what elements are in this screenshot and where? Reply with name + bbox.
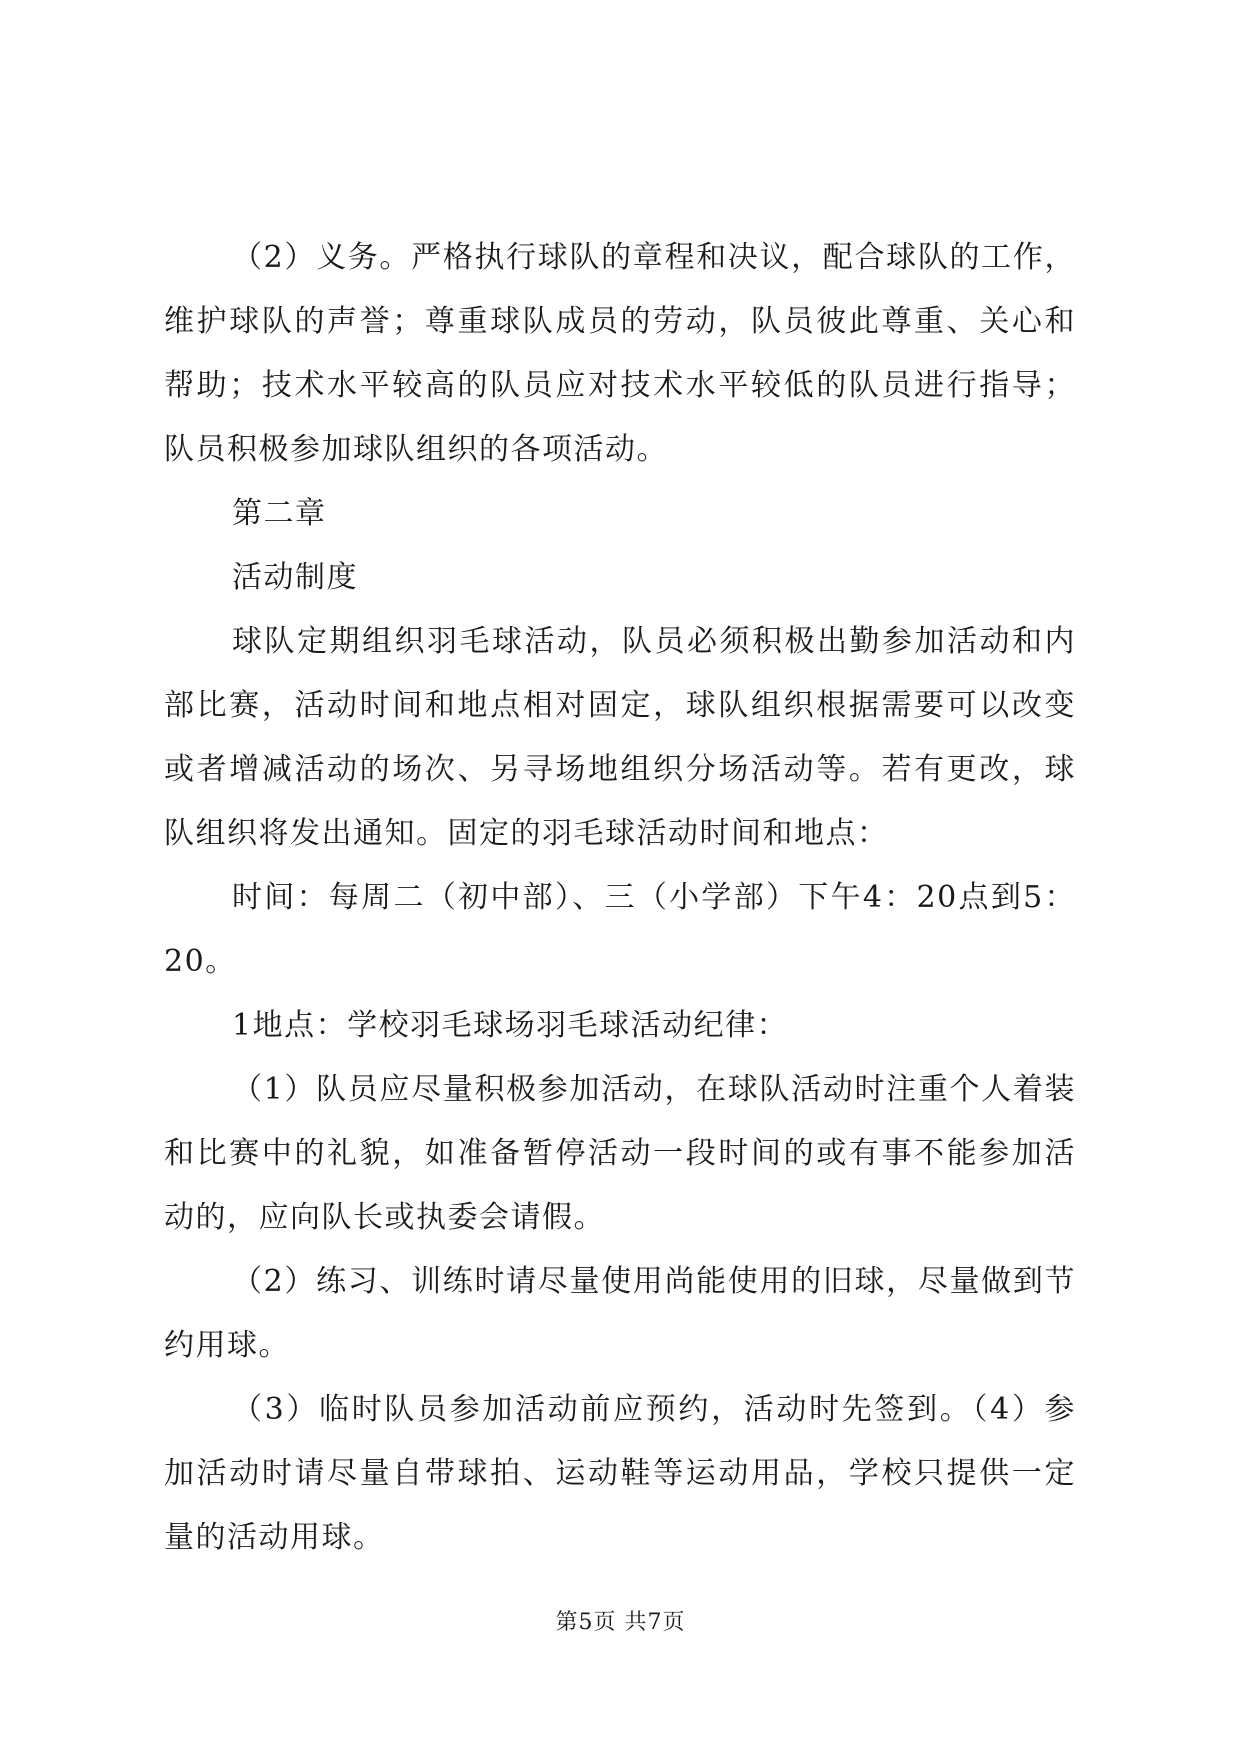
paragraph-location: 1地点：学校羽毛球场羽毛球活动纪律： xyxy=(232,1008,789,1043)
chapter-heading: 第二章 xyxy=(232,496,327,531)
paragraph-rule-3-4: （3）临时队员参加活动前应预约，活动时先签到。（4）参加活动时请尽量自带球拍、运动鞋等运动用品，学校只提供一定量的活动用球。 xyxy=(164,1392,1076,1555)
paragraph-time: 时间：每周二（初中部）、三（小学部）下午4：20点到5：20。 xyxy=(164,880,1076,979)
paragraph-rule-2: （2）练习、训练时请尽量使用尚能使用的旧球，尽量做到节约用球。 xyxy=(164,1264,1076,1363)
page-number-footer: 第5页 共7页 xyxy=(555,1610,686,1635)
section-heading: 活动制度 xyxy=(232,560,358,595)
paragraph-rule-1: （1）队员应尽量积极参加活动，在球队活动时注重个人着装和比赛中的礼貌，如准备暂停活动一段时间的或有事不能参加活动的，应向队长或执委会请假。 xyxy=(164,1072,1076,1235)
document-body xyxy=(164,226,1076,1570)
paragraph-duties: （2）义务。严格执行球队的章程和决议，配合球队的工作，维护球队的声誉；尊重球队成员的劳动，队员彼此尊重、关心和帮助；技术水平较高的队员应对技术水平较低的队员进行指导；队员积极参加球队组织的各项活动。 xyxy=(164,240,1076,467)
paragraph-activity-schedule: 球队定期组织羽毛球活动，队员必须积极出勤参加活动和内部比赛，活动时间和地点相对固定，球队组织根据需要可以改变或者增减活动的场次、另寻场地组织分场活动等。若有更改，球队组织将发出通知。固定的羽毛球活动时间和地点： xyxy=(164,624,1076,851)
